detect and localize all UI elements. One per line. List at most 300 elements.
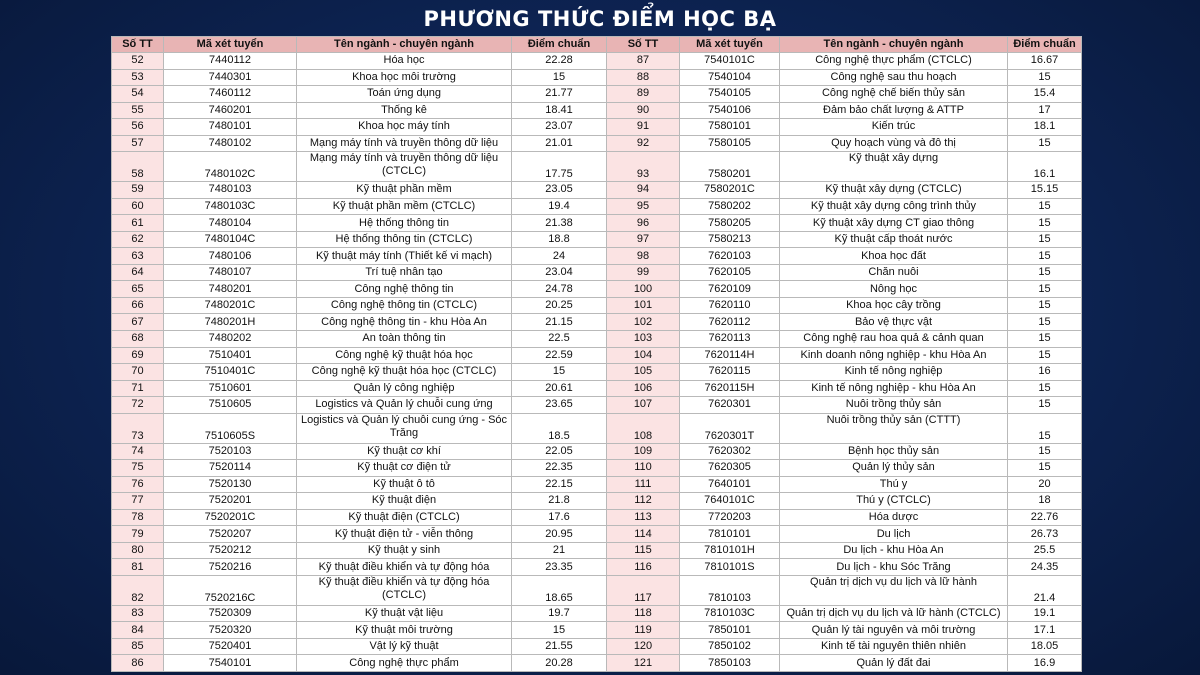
cell-stt-left: 55	[112, 102, 164, 119]
table-row	[112, 198, 1082, 215]
cell-major-right: Công nghệ chế biến thủy sản	[780, 86, 1008, 103]
table-row	[112, 86, 1082, 103]
cell-major-left: Mạng máy tính và truyền thông dữ liệu	[297, 135, 512, 152]
cell-score-left: 17.75	[512, 152, 607, 182]
cell-stt-right: 115	[607, 542, 680, 559]
cell-score-right: 15	[1008, 347, 1082, 364]
cell-major-left: Kỹ thuật môi trường	[297, 622, 512, 639]
header-stt-right: Số TT	[607, 37, 680, 53]
cell-major-left: Kỹ thuật cơ điện tử	[297, 460, 512, 477]
cell-stt-left: 66	[112, 297, 164, 314]
cell-major-right: Nông học	[780, 281, 1008, 298]
cell-code-left: 7480104	[164, 215, 297, 232]
table-row	[112, 297, 1082, 314]
cell-stt-left: 77	[112, 493, 164, 510]
cell-code-left: 7510601	[164, 380, 297, 397]
cell-stt-left: 59	[112, 182, 164, 199]
cell-major-left: Kỹ thuật điều khiển và tự động hóa (CTCLC)	[297, 575, 512, 605]
cell-stt-right: 96	[607, 215, 680, 232]
cell-major-left: Khoa học môi trường	[297, 69, 512, 86]
cell-major-right: Chăn nuôi	[780, 264, 1008, 281]
cell-stt-right: 94	[607, 182, 680, 199]
cell-stt-right: 121	[607, 655, 680, 672]
cell-code-left: 7520309	[164, 605, 297, 622]
cell-major-left: Kỹ thuật điều khiển và tự động hóa	[297, 559, 512, 576]
table-row	[112, 152, 1082, 182]
cell-score-left: 23.65	[512, 397, 607, 414]
cell-stt-left: 64	[112, 264, 164, 281]
cell-code-right: 7580205	[680, 215, 780, 232]
cell-major-right: Đảm bảo chất lượng & ATTP	[780, 102, 1008, 119]
cell-code-left: 7480104C	[164, 231, 297, 248]
table-row	[112, 509, 1082, 526]
cell-major-left: Kỹ thuật phần mềm	[297, 182, 512, 199]
cell-stt-left: 60	[112, 198, 164, 215]
cell-code-left: 7520216	[164, 559, 297, 576]
cell-stt-left: 75	[112, 460, 164, 477]
cell-major-right: Bảo vệ thực vật	[780, 314, 1008, 331]
cell-score-right: 19.1	[1008, 605, 1082, 622]
cell-major-left: Công nghệ thông tin (CTCLC)	[297, 297, 512, 314]
cell-score-right: 18.05	[1008, 638, 1082, 655]
cell-stt-right: 89	[607, 86, 680, 103]
cell-score-right: 15	[1008, 460, 1082, 477]
cell-code-right: 7580101	[680, 119, 780, 136]
cell-major-right: Kinh tế tài nguyên thiên nhiên	[780, 638, 1008, 655]
cell-code-right: 7540101C	[680, 53, 780, 70]
cell-code-left: 7480103C	[164, 198, 297, 215]
cell-score-left: 20.25	[512, 297, 607, 314]
cell-score-right: 16.1	[1008, 152, 1082, 182]
cell-code-left: 7520114	[164, 460, 297, 477]
cell-code-left: 7480201C	[164, 297, 297, 314]
cell-score-right: 15	[1008, 231, 1082, 248]
cell-major-right: Kỹ thuật cấp thoát nước	[780, 231, 1008, 248]
cell-score-left: 18.41	[512, 102, 607, 119]
cell-score-right: 15	[1008, 314, 1082, 331]
cell-score-right: 18	[1008, 493, 1082, 510]
cell-major-right: Kỹ thuật xây dựng (CTCLC)	[780, 182, 1008, 199]
cell-stt-left: 85	[112, 638, 164, 655]
table-row	[112, 102, 1082, 119]
cell-stt-right: 117	[607, 575, 680, 605]
table-row	[112, 330, 1082, 347]
cell-score-right: 15.15	[1008, 182, 1082, 199]
cell-stt-right: 101	[607, 297, 680, 314]
cell-code-left: 7540101	[164, 655, 297, 672]
cell-score-left: 23.07	[512, 119, 607, 136]
cell-score-right: 15	[1008, 380, 1082, 397]
cell-score-right: 15	[1008, 281, 1082, 298]
table-row	[112, 53, 1082, 70]
cell-stt-right: 118	[607, 605, 680, 622]
cell-code-right: 7810103C	[680, 605, 780, 622]
cell-score-right: 16.9	[1008, 655, 1082, 672]
score-sheet	[111, 36, 1081, 672]
cell-stt-left: 84	[112, 622, 164, 639]
cell-score-left: 21.8	[512, 493, 607, 510]
cell-major-right: Du lịch	[780, 526, 1008, 543]
header-code-left: Mã xét tuyển	[164, 37, 297, 53]
cell-score-right: 15	[1008, 215, 1082, 232]
cell-major-right: Bệnh học thủy sản	[780, 443, 1008, 460]
cell-major-left: Hóa học	[297, 53, 512, 70]
cell-stt-left: 71	[112, 380, 164, 397]
cell-code-left: 7480202	[164, 330, 297, 347]
cell-major-left: Công nghệ thông tin	[297, 281, 512, 298]
cell-score-left: 15	[512, 622, 607, 639]
cell-major-left: Kỹ thuật phần mềm (CTCLC)	[297, 198, 512, 215]
cell-major-right: Thú y (CTCLC)	[780, 493, 1008, 510]
cell-stt-left: 72	[112, 397, 164, 414]
cell-code-right: 7620112	[680, 314, 780, 331]
cell-major-left: Kỹ thuật cơ khí	[297, 443, 512, 460]
cell-stt-left: 68	[112, 330, 164, 347]
header-major-left: Tên ngành - chuyên ngành	[297, 37, 512, 53]
cell-code-right: 7850103	[680, 655, 780, 672]
cell-stt-left: 61	[112, 215, 164, 232]
cell-code-right: 7620105	[680, 264, 780, 281]
table-row	[112, 526, 1082, 543]
cell-score-left: 19.4	[512, 198, 607, 215]
table-row	[112, 215, 1082, 232]
cell-code-left: 7510401	[164, 347, 297, 364]
cell-score-left: 15	[512, 69, 607, 86]
cell-score-right: 15.4	[1008, 86, 1082, 103]
cell-score-left: 24	[512, 248, 607, 265]
cell-major-right: Kiến trúc	[780, 119, 1008, 136]
table-row	[112, 182, 1082, 199]
cell-code-left: 7520216C	[164, 575, 297, 605]
cell-major-left: Logistics và Quản lý chuỗi cung ứng - Sóc Trăng	[297, 413, 512, 443]
cell-score-left: 15	[512, 364, 607, 381]
table-row	[112, 380, 1082, 397]
table-header-row	[112, 37, 1082, 53]
cell-score-right: 15	[1008, 297, 1082, 314]
page-title: PHƯƠNG THỨC ĐIỂM HỌC BẠ	[423, 7, 777, 31]
cell-stt-left: 81	[112, 559, 164, 576]
header-major-right: Tên ngành - chuyên ngành	[780, 37, 1008, 53]
cell-code-left: 7460112	[164, 86, 297, 103]
cell-score-right: 15	[1008, 248, 1082, 265]
cell-stt-right: 92	[607, 135, 680, 152]
cell-stt-left: 54	[112, 86, 164, 103]
cell-code-right: 7810103	[680, 575, 780, 605]
cell-stt-right: 97	[607, 231, 680, 248]
cell-major-right: Kinh tế nông nghiệp	[780, 364, 1008, 381]
table-row	[112, 638, 1082, 655]
cell-code-right: 7620110	[680, 297, 780, 314]
table-row	[112, 542, 1082, 559]
cell-score-left: 23.35	[512, 559, 607, 576]
cell-code-left: 7440112	[164, 53, 297, 70]
cell-major-left: Logistics và Quản lý chuỗi cung ứng	[297, 397, 512, 414]
cell-stt-right: 88	[607, 69, 680, 86]
cell-code-left: 7480107	[164, 264, 297, 281]
cell-score-right: 26.73	[1008, 526, 1082, 543]
cell-score-right: 15	[1008, 413, 1082, 443]
cell-score-right: 21.4	[1008, 575, 1082, 605]
cell-score-left: 23.05	[512, 182, 607, 199]
table-row	[112, 443, 1082, 460]
cell-score-left: 22.5	[512, 330, 607, 347]
cell-score-right: 15	[1008, 397, 1082, 414]
cell-major-right: Nuôi trồng thủy sản (CTTT)	[780, 413, 1008, 443]
header-score-left: Điểm chuẩn	[512, 37, 607, 53]
cell-code-right: 7640101C	[680, 493, 780, 510]
cell-major-left: Kỹ thuật máy tính (Thiết kế vi mạch)	[297, 248, 512, 265]
cell-score-right: 16	[1008, 364, 1082, 381]
cell-major-left: Hệ thống thông tin (CTCLC)	[297, 231, 512, 248]
cell-score-right: 18.1	[1008, 119, 1082, 136]
cell-stt-left: 63	[112, 248, 164, 265]
cell-code-right: 7540104	[680, 69, 780, 86]
cell-major-right: Công nghệ sau thu hoạch	[780, 69, 1008, 86]
cell-score-left: 21.15	[512, 314, 607, 331]
table-row	[112, 476, 1082, 493]
cell-stt-right: 109	[607, 443, 680, 460]
table-row	[112, 231, 1082, 248]
cell-code-right: 7810101S	[680, 559, 780, 576]
cell-stt-left: 82	[112, 575, 164, 605]
cell-major-left: Hệ thống thông tin	[297, 215, 512, 232]
cell-stt-left: 79	[112, 526, 164, 543]
cell-stt-left: 76	[112, 476, 164, 493]
cell-score-left: 21	[512, 542, 607, 559]
cell-major-right: Công nghệ rau hoa quả & cảnh quan	[780, 330, 1008, 347]
cell-code-right: 7580105	[680, 135, 780, 152]
cell-score-left: 24.78	[512, 281, 607, 298]
cell-major-left: Kỹ thuật ô tô	[297, 476, 512, 493]
cell-code-right: 7620113	[680, 330, 780, 347]
table-row	[112, 264, 1082, 281]
cell-code-left: 7510605	[164, 397, 297, 414]
cell-major-right: Kỹ thuật xây dựng	[780, 152, 1008, 182]
cell-stt-right: 114	[607, 526, 680, 543]
cell-stt-right: 103	[607, 330, 680, 347]
cell-major-left: Kỹ thuật vật liệu	[297, 605, 512, 622]
cell-code-right: 7850101	[680, 622, 780, 639]
cell-score-right: 15	[1008, 443, 1082, 460]
cell-major-right: Quản lý thủy sản	[780, 460, 1008, 477]
cell-code-left: 7480201H	[164, 314, 297, 331]
cell-code-left: 7510401C	[164, 364, 297, 381]
cell-score-left: 22.35	[512, 460, 607, 477]
cell-major-right: Công nghệ thực phẩm (CTCLC)	[780, 53, 1008, 70]
cell-major-right: Kỹ thuật xây dựng công trình thủy	[780, 198, 1008, 215]
cell-stt-right: 116	[607, 559, 680, 576]
cell-score-left: 21.01	[512, 135, 607, 152]
cell-code-right: 7620302	[680, 443, 780, 460]
cell-score-left: 22.59	[512, 347, 607, 364]
cell-stt-right: 105	[607, 364, 680, 381]
table-row	[112, 135, 1082, 152]
cell-stt-left: 57	[112, 135, 164, 152]
cell-stt-left: 53	[112, 69, 164, 86]
cell-score-right: 15	[1008, 69, 1082, 86]
cell-stt-right: 93	[607, 152, 680, 182]
cell-stt-left: 52	[112, 53, 164, 70]
cell-stt-right: 113	[607, 509, 680, 526]
cell-major-left: Khoa học máy tính	[297, 119, 512, 136]
cell-stt-left: 65	[112, 281, 164, 298]
cell-major-right: Quản lý đất đai	[780, 655, 1008, 672]
cell-code-right: 7580202	[680, 198, 780, 215]
cell-major-right: Khoa học đất	[780, 248, 1008, 265]
cell-stt-left: 69	[112, 347, 164, 364]
cell-major-left: Toán ứng dụng	[297, 86, 512, 103]
cell-stt-left: 62	[112, 231, 164, 248]
cell-stt-right: 112	[607, 493, 680, 510]
cell-stt-right: 120	[607, 638, 680, 655]
cell-major-left: Mạng máy tính và truyền thông dữ liệu (CTCLC)	[297, 152, 512, 182]
cell-stt-right: 87	[607, 53, 680, 70]
cell-major-right: Kinh tế nông nghiệp - khu Hòa An	[780, 380, 1008, 397]
cell-stt-right: 106	[607, 380, 680, 397]
cell-major-right: Kỹ thuật xây dựng CT giao thông	[780, 215, 1008, 232]
cell-score-left: 22.15	[512, 476, 607, 493]
cell-score-right: 20	[1008, 476, 1082, 493]
cell-score-left: 17.6	[512, 509, 607, 526]
cell-code-left: 7520401	[164, 638, 297, 655]
cell-code-left: 7480101	[164, 119, 297, 136]
cell-code-left: 7480102	[164, 135, 297, 152]
table-row	[112, 493, 1082, 510]
cell-score-right: 25.5	[1008, 542, 1082, 559]
cell-code-right: 7720203	[680, 509, 780, 526]
table-row	[112, 314, 1082, 331]
cell-score-left: 20.61	[512, 380, 607, 397]
cell-major-right: Nuôi trồng thủy sản	[780, 397, 1008, 414]
cell-stt-left: 70	[112, 364, 164, 381]
cell-score-left: 20.28	[512, 655, 607, 672]
cell-stt-right: 107	[607, 397, 680, 414]
cell-stt-right: 111	[607, 476, 680, 493]
table-row	[112, 575, 1082, 605]
cell-stt-right: 104	[607, 347, 680, 364]
cell-code-right: 7620103	[680, 248, 780, 265]
cell-code-right: 7640101	[680, 476, 780, 493]
cell-stt-right: 99	[607, 264, 680, 281]
cell-stt-right: 98	[607, 248, 680, 265]
cell-score-left: 21.77	[512, 86, 607, 103]
header-stt-left: Số TT	[112, 37, 164, 53]
cell-code-right: 7620109	[680, 281, 780, 298]
table-row	[112, 69, 1082, 86]
cell-major-right: Quản trị dịch vụ du lịch và lữ hành	[780, 575, 1008, 605]
cell-score-left: 18.65	[512, 575, 607, 605]
cell-score-right: 17.1	[1008, 622, 1082, 639]
cell-code-left: 7460201	[164, 102, 297, 119]
cell-stt-right: 102	[607, 314, 680, 331]
cell-code-right: 7620115	[680, 364, 780, 381]
table-row	[112, 248, 1082, 265]
cell-major-right: Khoa học cây trồng	[780, 297, 1008, 314]
cell-score-left: 20.95	[512, 526, 607, 543]
cell-code-right: 7620115H	[680, 380, 780, 397]
cell-code-left: 7440301	[164, 69, 297, 86]
cell-code-right: 7620301	[680, 397, 780, 414]
cell-code-left: 7510605S	[164, 413, 297, 443]
cell-stt-left: 83	[112, 605, 164, 622]
cell-stt-left: 86	[112, 655, 164, 672]
cell-major-left: Kỹ thuật y sinh	[297, 542, 512, 559]
cell-stt-right: 95	[607, 198, 680, 215]
cell-major-left: Công nghệ kỹ thuật hóa học (CTCLC)	[297, 364, 512, 381]
cell-code-left: 7520207	[164, 526, 297, 543]
cell-score-right: 22.76	[1008, 509, 1082, 526]
cell-code-left: 7520103	[164, 443, 297, 460]
table-row	[112, 119, 1082, 136]
cell-major-right: Du lịch - khu Sóc Trăng	[780, 559, 1008, 576]
cell-code-right: 7810101H	[680, 542, 780, 559]
table-row	[112, 364, 1082, 381]
table-row	[112, 655, 1082, 672]
cell-score-left: 22.05	[512, 443, 607, 460]
cell-code-left: 7480106	[164, 248, 297, 265]
cell-code-left: 7480103	[164, 182, 297, 199]
cell-score-right: 15	[1008, 330, 1082, 347]
cell-code-right: 7540105	[680, 86, 780, 103]
cell-score-right: 15	[1008, 198, 1082, 215]
cell-major-left: Công nghệ thực phẩm	[297, 655, 512, 672]
cell-code-left: 7480201	[164, 281, 297, 298]
cell-code-right: 7620301T	[680, 413, 780, 443]
cell-stt-left: 78	[112, 509, 164, 526]
cell-code-left: 7520201C	[164, 509, 297, 526]
cell-code-right: 7580201C	[680, 182, 780, 199]
cell-major-right: Hóa dược	[780, 509, 1008, 526]
cell-stt-right: 100	[607, 281, 680, 298]
cell-code-left: 7480102C	[164, 152, 297, 182]
cell-stt-left: 80	[112, 542, 164, 559]
cell-stt-left: 67	[112, 314, 164, 331]
cell-stt-right: 91	[607, 119, 680, 136]
cell-score-left: 19.7	[512, 605, 607, 622]
cell-major-left: Trí tuệ nhân tạo	[297, 264, 512, 281]
cell-major-right: Quy hoạch vùng và đô thị	[780, 135, 1008, 152]
cell-score-left: 21.38	[512, 215, 607, 232]
cell-major-left: Công nghệ kỹ thuật hóa học	[297, 347, 512, 364]
cell-score-right: 15	[1008, 135, 1082, 152]
cell-stt-right: 110	[607, 460, 680, 477]
cell-code-left: 7520320	[164, 622, 297, 639]
cell-code-left: 7520201	[164, 493, 297, 510]
cell-stt-left: 58	[112, 152, 164, 182]
cell-major-left: Kỹ thuật điện tử - viễn thông	[297, 526, 512, 543]
cell-major-left: Kỹ thuật điện	[297, 493, 512, 510]
cell-major-left: Kỹ thuật điện (CTCLC)	[297, 509, 512, 526]
cell-stt-right: 108	[607, 413, 680, 443]
cell-major-right: Quản lý tài nguyên và môi trường	[780, 622, 1008, 639]
cell-score-right: 15	[1008, 264, 1082, 281]
cell-major-left: An toàn thông tin	[297, 330, 512, 347]
table-row	[112, 460, 1082, 477]
cell-score-right: 16.67	[1008, 53, 1082, 70]
cell-code-right: 7620114H	[680, 347, 780, 364]
cell-score-right: 17	[1008, 102, 1082, 119]
cell-stt-left: 74	[112, 443, 164, 460]
cell-major-right: Du lịch - khu Hòa An	[780, 542, 1008, 559]
cell-major-right: Quản trị dịch vụ du lịch và lữ hành (CTCLC)	[780, 605, 1008, 622]
table-row	[112, 281, 1082, 298]
cell-code-right: 7620305	[680, 460, 780, 477]
table-row	[112, 605, 1082, 622]
cutoff-score-table	[111, 36, 1082, 672]
cell-score-left: 22.28	[512, 53, 607, 70]
cell-stt-right: 119	[607, 622, 680, 639]
cell-code-left: 7520212	[164, 542, 297, 559]
